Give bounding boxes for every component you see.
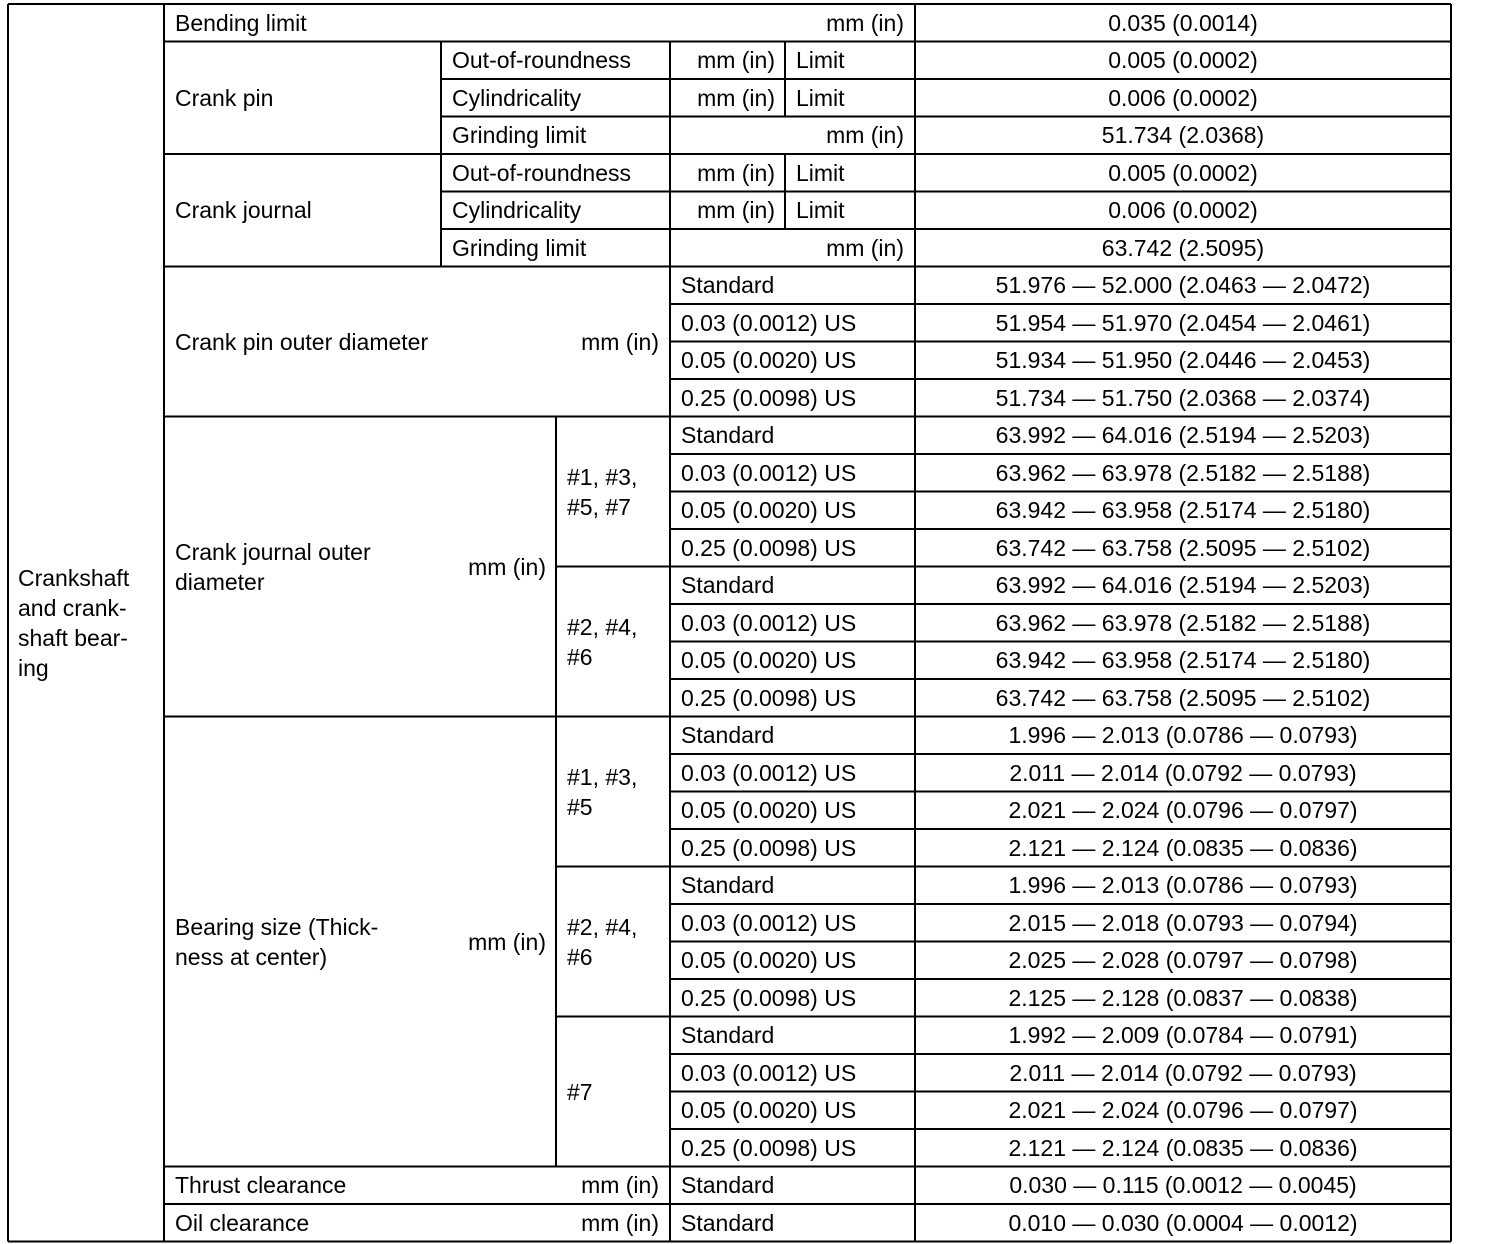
- bearing-value: 2.121 — 2.124 (0.0835 — 0.0836): [1008, 1134, 1358, 1161]
- pin-od-kind: 0.05 (0.0020) US: [681, 347, 857, 374]
- bearing-kind: Standard: [681, 872, 775, 899]
- bearing-kind: 0.25 (0.0098) US: [681, 984, 857, 1011]
- journal-od-kind: 0.25 (0.0098) US: [681, 534, 857, 561]
- bearing-size-label: Bearing size (Thick-ness at center): [175, 913, 379, 970]
- journal-od-value: 63.962 — 63.978 (2.5182 — 2.5188): [995, 459, 1371, 486]
- crank-pin-unit: mm (in): [697, 84, 775, 111]
- crank-journal-unit: mm (in): [697, 159, 775, 186]
- bearing-value: 2.011 — 2.014 (0.0792 — 0.0793): [1009, 759, 1357, 786]
- bearing-value: 2.025 — 2.028 (0.0797 — 0.0798): [1008, 947, 1358, 974]
- pin-od-value: 51.734 — 51.750 (2.0368 — 2.0374): [995, 384, 1371, 411]
- crank-journal-grinding-value: 63.742 (2.5095): [1101, 234, 1265, 261]
- thrust-clearance-label: Thrust clearance: [175, 1172, 347, 1199]
- crank-journal-unit: mm (in): [697, 197, 775, 224]
- journal-od-kind: 0.05 (0.0020) US: [681, 497, 857, 524]
- pin-od-value: 51.976 — 52.000 (2.0463 — 2.0472): [995, 272, 1371, 299]
- oil-clearance-value: 0.010 — 0.030 (0.0004 — 0.0012): [1008, 1209, 1358, 1236]
- journal-od-kind: 0.05 (0.0020) US: [681, 647, 857, 674]
- crank-journal-value: 0.005 (0.0002): [1108, 159, 1258, 186]
- bearing-value: 2.021 — 2.024 (0.0796 — 0.0797): [1008, 797, 1358, 824]
- crank-pin-kind: Limit: [796, 84, 845, 111]
- journal-od-label: Crank journal outer diameter: [175, 538, 371, 595]
- thrust-clearance-kind: Standard: [681, 1172, 775, 1199]
- journal-od-kind: 0.03 (0.0012) US: [681, 459, 857, 486]
- journal-od-group-label: #2, #4, #6: [567, 613, 638, 670]
- bearing-group-label: #7: [567, 1078, 593, 1105]
- bearing-group-label: #2, #4, #6: [567, 913, 638, 970]
- crank-journal-item: Cylindricality: [452, 197, 582, 224]
- journal-od-value: 63.962 — 63.978 (2.5182 — 2.5188): [995, 609, 1371, 636]
- oil-clearance-label: Oil clearance: [175, 1209, 310, 1236]
- crank-journal-value: 0.006 (0.0002): [1108, 197, 1258, 224]
- bearing-value: 2.121 — 2.124 (0.0835 — 0.0836): [1008, 834, 1358, 861]
- pin-od-kind: 0.25 (0.0098) US: [681, 384, 857, 411]
- crank-pin-item: Cylindricality: [452, 84, 582, 111]
- oil-clearance-unit: mm (in): [581, 1209, 659, 1236]
- journal-od-kind: Standard: [681, 422, 775, 449]
- pin-od-kind: Standard: [681, 272, 775, 299]
- bending-limit-label: Bending limit: [175, 9, 307, 36]
- pin-od-value: 51.934 — 51.950 (2.0446 — 2.0453): [995, 347, 1371, 374]
- bearing-value: 1.992 — 2.009 (0.0784 — 0.0791): [1008, 1022, 1358, 1049]
- crank-journal-grinding-unit: mm (in): [826, 234, 904, 261]
- bearing-group-label: #1, #3, #5: [567, 763, 638, 820]
- journal-od-kind: Standard: [681, 572, 775, 599]
- crank-pin-grinding-value: 51.734 (2.0368): [1101, 122, 1265, 149]
- journal-od-unit: mm (in): [468, 553, 546, 580]
- crank-pin-unit: mm (in): [697, 47, 775, 74]
- bearing-value: 2.125 — 2.128 (0.0837 — 0.0838): [1008, 984, 1358, 1011]
- bearing-kind: Standard: [681, 722, 775, 749]
- bearing-kind: 0.03 (0.0012) US: [681, 1059, 857, 1086]
- thrust-clearance-unit: mm (in): [581, 1172, 659, 1199]
- journal-od-group-label: #1, #3, #5, #7: [567, 463, 638, 520]
- pin-od-value: 51.954 — 51.970 (2.0454 — 2.0461): [995, 309, 1371, 336]
- bearing-value: 2.021 — 2.024 (0.0796 — 0.0797): [1008, 1097, 1358, 1124]
- journal-od-value: 63.942 — 63.958 (2.5174 — 2.5180): [995, 497, 1371, 524]
- journal-od-value: 63.992 — 64.016 (2.5194 — 2.5203): [995, 572, 1371, 599]
- pin-od-unit: mm (in): [581, 328, 659, 355]
- bearing-value: 1.996 — 2.013 (0.0786 — 0.0793): [1008, 722, 1358, 749]
- crank-pin-grinding-label: Grinding limit: [452, 122, 587, 149]
- pin-od-label: Crank pin outer diameter: [175, 328, 429, 355]
- bearing-kind: 0.03 (0.0012) US: [681, 909, 857, 936]
- bearing-kind: 0.25 (0.0098) US: [681, 1134, 857, 1161]
- crank-pin-item: Out-of-roundness: [452, 47, 631, 74]
- bearing-kind: Standard: [681, 1022, 775, 1049]
- thrust-clearance-value: 0.030 — 0.115 (0.0012 — 0.0045): [1009, 1172, 1357, 1199]
- journal-od-kind: 0.25 (0.0098) US: [681, 684, 857, 711]
- bearing-kind: 0.05 (0.0020) US: [681, 797, 857, 824]
- bearing-value: 2.011 — 2.014 (0.0792 — 0.0793): [1009, 1059, 1357, 1086]
- bending-limit-value: 0.035 (0.0014): [1108, 9, 1258, 36]
- crank-pin-label: Crank pin: [175, 84, 274, 111]
- bearing-value: 1.996 — 2.013 (0.0786 — 0.0793): [1008, 872, 1358, 899]
- section-label: Crankshaft and crank-shaft bear-ing: [18, 564, 130, 681]
- journal-od-value: 63.942 — 63.958 (2.5174 — 2.5180): [995, 647, 1371, 674]
- crank-journal-item: Out-of-roundness: [452, 159, 631, 186]
- bearing-kind: 0.25 (0.0098) US: [681, 834, 857, 861]
- bending-limit-unit: mm (in): [826, 9, 904, 36]
- bearing-kind: 0.05 (0.0020) US: [681, 1097, 857, 1124]
- crank-pin-value: 0.006 (0.0002): [1108, 84, 1258, 111]
- bearing-size-unit: mm (in): [468, 928, 546, 955]
- crank-pin-grinding-unit: mm (in): [826, 122, 904, 149]
- bearing-value: 2.015 — 2.018 (0.0793 — 0.0794): [1008, 909, 1358, 936]
- journal-od-value: 63.742 — 63.758 (2.5095 — 2.5102): [995, 684, 1371, 711]
- crank-pin-kind: Limit: [796, 47, 845, 74]
- pin-od-kind: 0.03 (0.0012) US: [681, 309, 857, 336]
- bearing-kind: 0.05 (0.0020) US: [681, 947, 857, 974]
- crank-journal-label: Crank journal: [175, 197, 312, 224]
- journal-od-value: 63.742 — 63.758 (2.5095 — 2.5102): [995, 534, 1371, 561]
- crank-journal-grinding-label: Grinding limit: [452, 234, 587, 261]
- crank-journal-kind: Limit: [796, 159, 845, 186]
- crank-journal-kind: Limit: [796, 197, 845, 224]
- bearing-kind: 0.03 (0.0012) US: [681, 759, 857, 786]
- journal-od-kind: 0.03 (0.0012) US: [681, 609, 857, 636]
- oil-clearance-kind: Standard: [681, 1209, 775, 1236]
- journal-od-value: 63.992 — 64.016 (2.5194 — 2.5203): [995, 422, 1371, 449]
- crank-pin-value: 0.005 (0.0002): [1108, 47, 1258, 74]
